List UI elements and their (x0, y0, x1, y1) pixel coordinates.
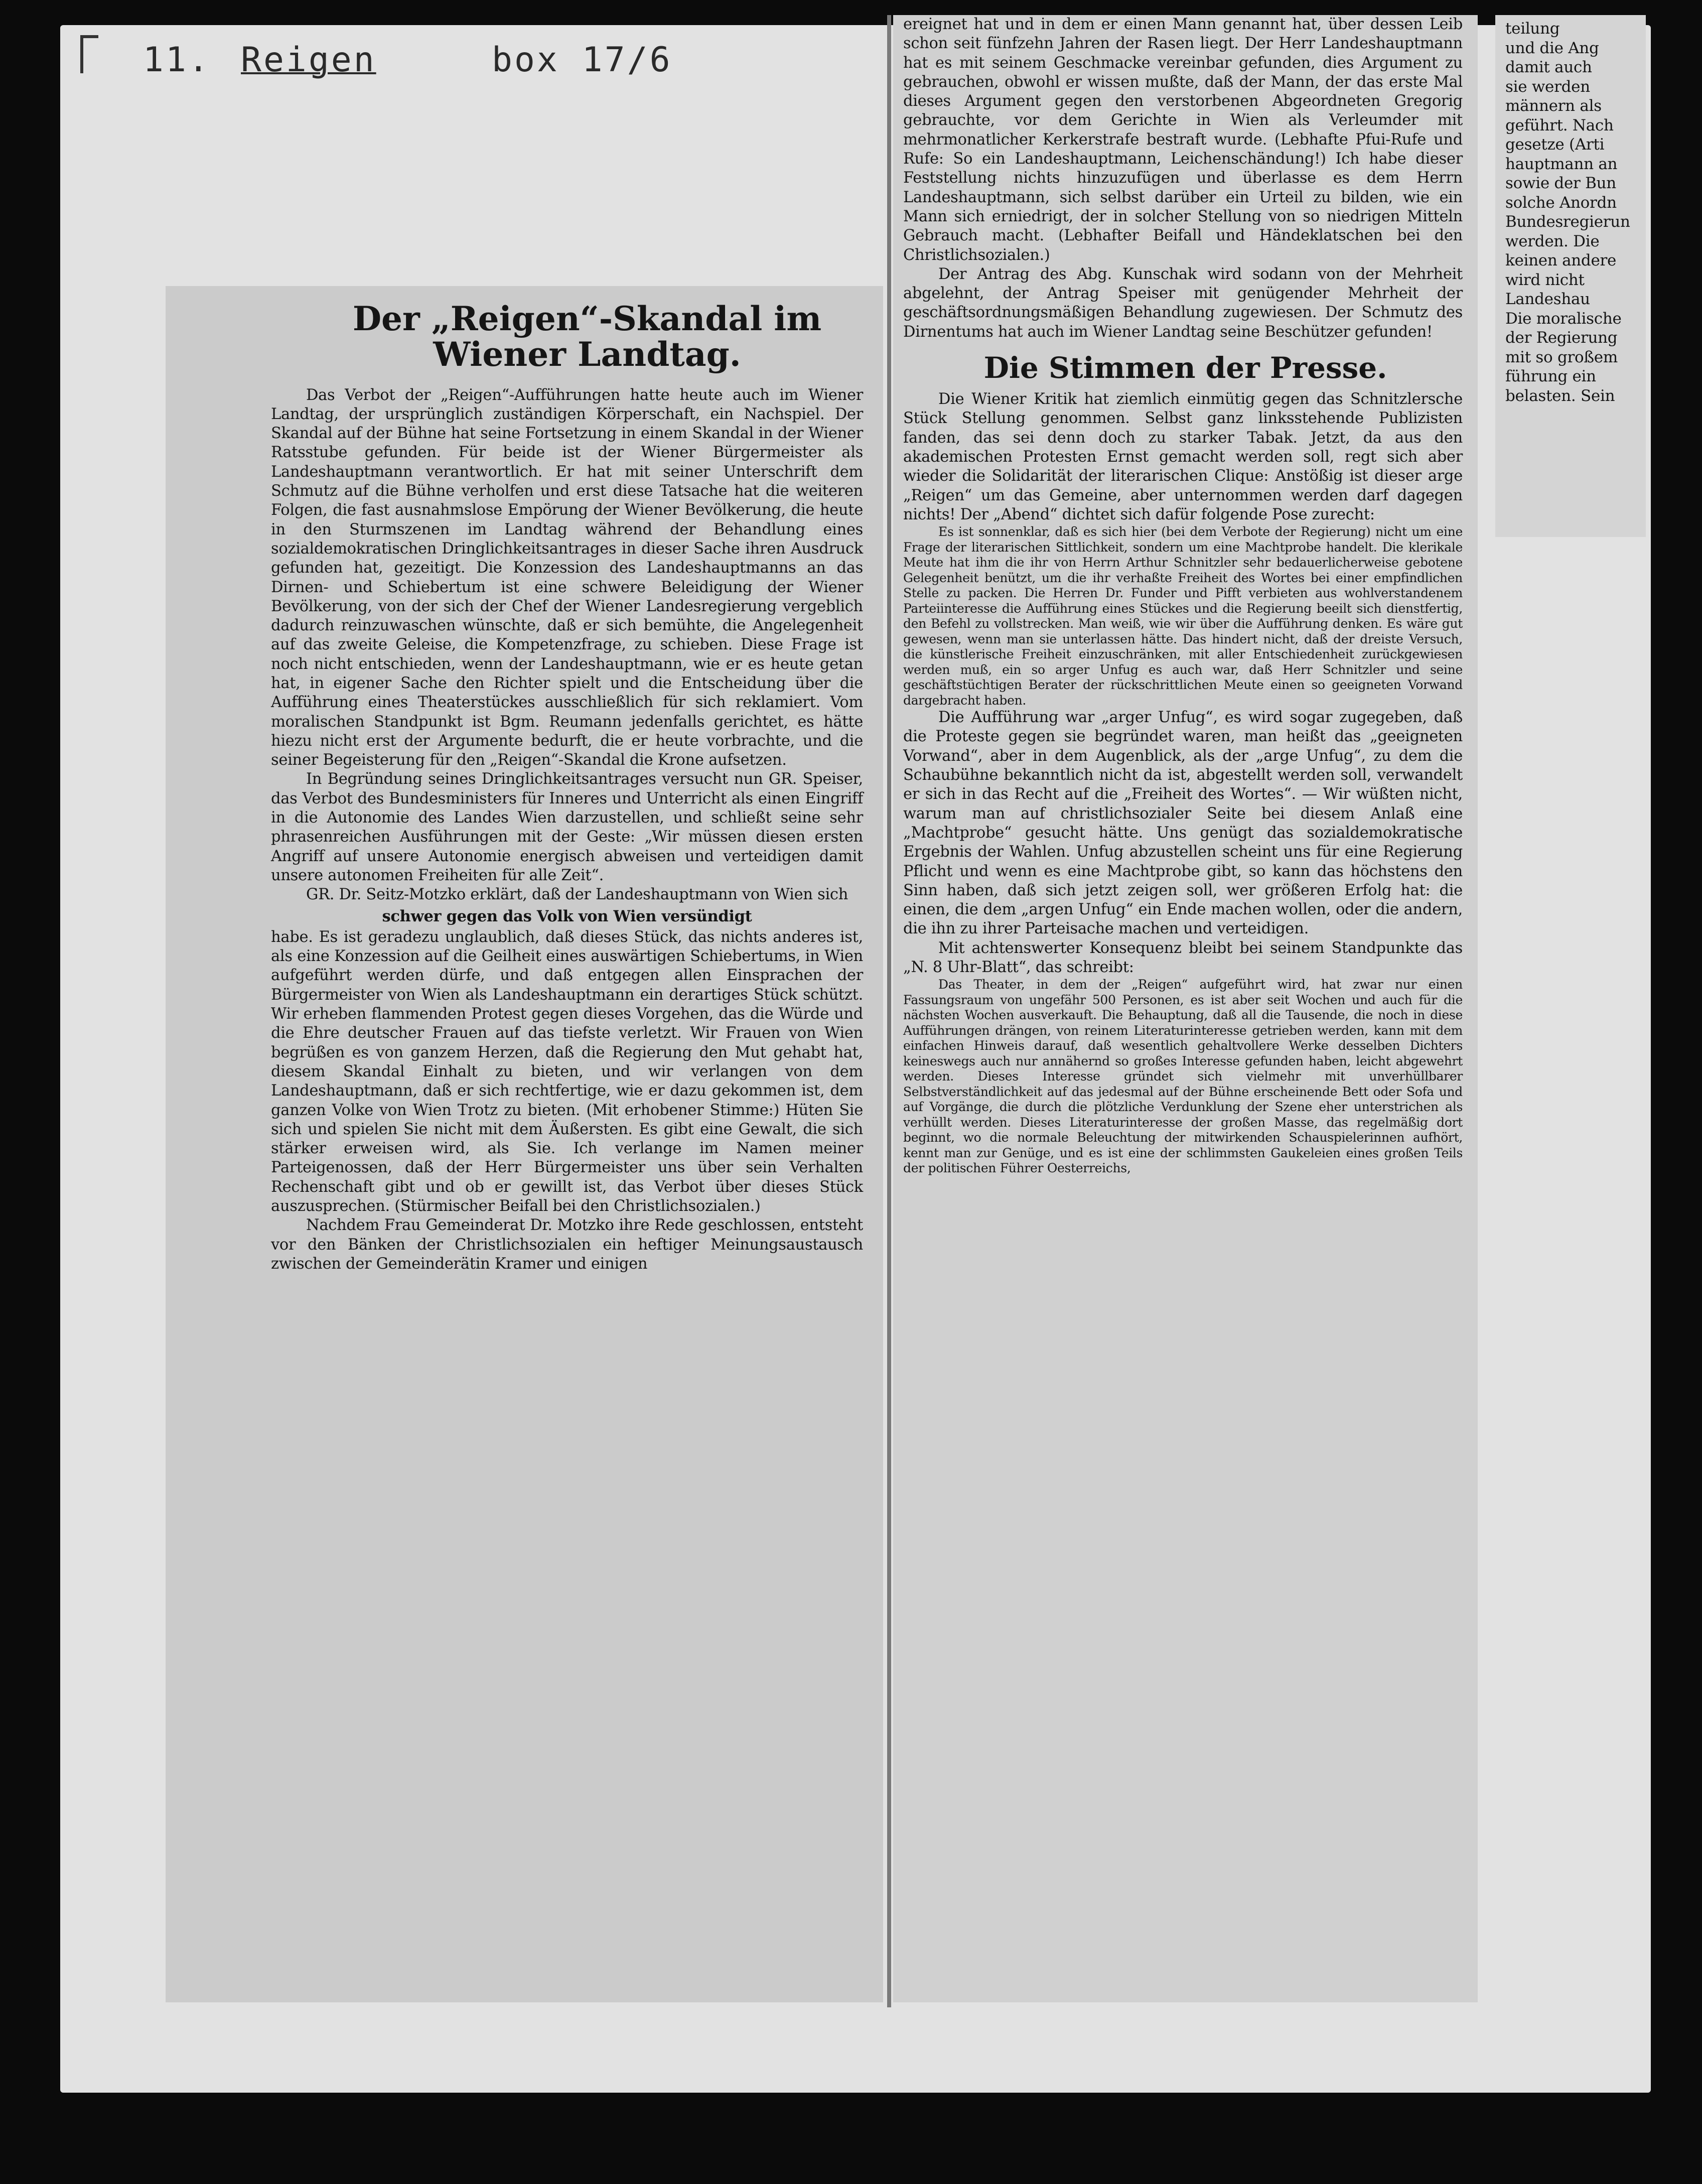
press-paragraph: Die Aufführung war „arger Unfug“, es wird sogar zugegeben, daß die Proteste gegen sie begründet waren, man heißt das „geeigneten Vorwand“, aber in dem Augenblick, als der „arge Unfug“, zu dem die Schaubühne bekanntlich nicht da ist, abgestellt werden soll, verwandelt er sich in das Recht auf die „Freiheit des Wortes“. — Wir wüßten nicht, warum man auf christlichsozialer Seite bei diesem Anlaß eine „Machtprobe“ gesucht hätte. Uns genügt das sozialdemokratische Ergebnis der Wahlen. Unfug abzustellen scheint uns für eine Regierung Pflicht und wenn es eine Machtprobe gibt, so kann das höchstens den Sinn haben, daß sich jetzt zeigen soll, wer größeren Erfolg hat: die einen, die dem „argen Unfug“ ein Ende machen wollen, oder die andern, die ihn zu ihrer Parteisache machen und verteidigen. (903, 709, 1463, 938)
article-headline: Der „Reigen“-Skandal im Wiener Landtag. (352, 299, 822, 374)
archive-box: box 17/6 (492, 40, 672, 80)
archive-title: Reigen (241, 40, 376, 80)
corner-mark (80, 35, 98, 73)
article-paragraph: Das Verbot der „Reigen“-Aufführungen hatte heute auch im Wiener Landtag, der ursprünglich zuständigen Körperschaft, ein Nachspiel. Der Skandal auf der Bühne hat seine Fortsetzung in einem Skandal in der Wiener Ratsstube gefunden. Für beide ist der Wiener Bürgermeister als Landeshauptmann verantwortlich. Er hat mit seiner Unterschrift dem Schmutz auf die Bühne verholfen und erst diese Tatsache hat die weiteren Folgen, die fast ausnahmslose Empörung der Wiener Bevölkerung, die heute in den Sturmszenen im Landtag während der Behandlung eines sozialdemokratischen Dringlichkeitsantrages in dieser Sache ihren Ausdruck gefunden hat, gezeitigt. Die Konzession des Landeshauptmanns an das Dirnen- und Schiebertum ist eine schwere Beleidigung der Wiener Bevölkerung, von der sich der Chef der Wiener Landesregierung vergeblich dadurch reinzuwaschen wünschte, daß er sich bemühte, die Angelegenheit auf das zweite Geleise, die Kompetenzfrage, zu schieben. Diese Frage ist noch nicht entschieden, wenn der Landeshauptmann, wie er es heute getan hat, in eigener Sache den Richter spielt und die Entscheidung über die Aufführung eines Theaterstückes ausschließlich für sich reklamiert. Vom moralischen Standpunkt ist Bgm. Reumann jedenfalls gerichtet, es hätte hiezu nicht erst der Argumente bedurft, die er heute vorbrachte, und die seiner Begeisterung für den „Reigen“-Skandal die Krone aufsetzen. (271, 386, 863, 769)
press-quote-abend: Es ist sonnenklar, daß es sich hier (bei dem Verbote der Regierung) nicht um eine Frage der literarischen Sittlichkeit, sondern um eine Machtprobe handelt. Die klerikale Meute hat ihm die ihr von Herrn Arthur Schnitzler sehr bedauerlicherweise gebotene Gelegenheit benützt, um die ihr verhaßte Freiheit des Wortes bei einer empfindlichen Stelle zu packen. Die Herren Dr. Funder und Pifft verbieten aus wohlverstandenem Parteiinteresse die Aufführung eines Stückes und die Regierung beeilt sich dienstfertig, den Befehl zu vollstrecken. Man weiß, wie wir über die Aufführung denken. Es wäre gut gewesen, wenn man sie unterlassen hätte. Das hindert nicht, daß der dreiste Versuch, die künstlerische Freiheit einzuschränken, mit aller Entschiedenheit zurückgewiesen werden muß, ein so arger Unfug es auch war, daß Herr Schnitzler und seine geschäftstüchtigen Berater der rückschrittlichen Meute einen so geeigneten Vorwand dargebracht haben. (903, 524, 1463, 708)
continuation-clipping (893, 15, 1478, 2002)
fragment-clipping (1495, 15, 1646, 537)
article-subhead: schwer gegen das Volk von Wien versündigt (382, 907, 752, 925)
press-paragraph: Die Wiener Kritik hat ziemlich einmütig gegen das Schnitzlersche Stück Stellung genommen. Selbst ganz linksstehende Publizisten fanden, das sei denn doch zu starker Tabak. Jetzt, da aus den akademischen Protesten Ernst gemacht werden soll, regt sich aber wieder die Solidarität der literarischen Clique: Anstößig ist dieser arge „Reigen“ um das Gemeine, aber unternommen werden darf dagegen nichts! Der „Abend“ dichtet sich dafür folgende Pose zurecht: (903, 390, 1463, 523)
continuation-paragraph: Der Antrag des Abg. Kunschak wird sodann von der Mehrheit abgelehnt, der Antrag Speiser mit genügender Mehrheit der geschäftsordnungsmäßigen Behandlung zugewiesen. Der Schmutz des Dirnentums hat auch im Wiener Landtag seine Beschützer gefunden! (903, 265, 1463, 341)
archive-number: 11. (143, 40, 211, 80)
article-paragraph: Nachdem Frau Gemeinderat Dr. Motzko ihre Rede geschlossen, entsteht vor den Bänken der Christlichsozialen ein heftiger Meinungsaustausch zwischen der Gemeinderätin Kramer und einigen (271, 1216, 863, 1273)
article-paragraph: GR. Dr. Seitz-Motzko erklärt, daß der Landeshauptmann von Wien sich (306, 886, 848, 904)
clipping-fold (887, 15, 891, 2007)
fragment-text: teilung und die Ang damit auch sie werden männern als geführt. Nach gesetze (Arti hauptmann an sowie der Bun solche Anordn Bundesregierun werden. Die keinen andere wird nicht Landeshau Die moralische der Regierung mit so großem führung ein belasten. Sein (1505, 20, 1630, 405)
continuation-paragraph: ereignet hat und in dem er einen Mann genannt hat, über dessen Leib schon seit fünfzehn Jahren der Rasen liegt. Der Herr Landeshauptmann hat es mit seinem Geschmacke vereinbar gefunden, dies Argument zu gebrauchen, obwohl er wissen mußte, daß der Mann, der das erste Mal dieses Argument gegen den verstorbenen Abgeordneten Gregorig gebrauchte, vor dem Gerichte in Wien als Verleumder mit mehrmonatlicher Kerkerstrafe bestraft wurde. (Lebhafte Pfui-Rufe und Rufe: So ein Landeshauptmann, Leichenschändung!) Ich habe dieser Feststellung nichts hinzuzufügen und überlasse es dem Herrn Landeshauptmann, sich selbst darüber ein Urteil zu bilden, wie ein Mann sich erniedrigt, der in solcher Stellung von so niedrigen Mitteln Gebrauch macht. (Lebhafter Beifall und Händeklatschen bei den Christlichsozialen.) (903, 16, 1463, 264)
article-paragraph: In Begründung seines Dringlichkeitsantrages versucht nun GR. Speiser, das Verbot des Bundesministers für Inneres und Unterricht als einen Eingriff in die Autonomie des Landes Wien darzustellen, und schließt seine sehr phrasenreichen Ausführungen mit der Geste: „Wir müssen diesen ersten Angriff auf unsere Autonomie energisch abweisen und verteidigen damit unsere autonomen Freiheiten für alle Zeit“. (271, 770, 863, 884)
press-quote-8uhr: Das Theater, in dem der „Reigen“ aufgeführt wird, hat zwar nur einen Fassungsraum von ungefähr 500 Personen, es ist aber seit Wochen und auch für die nächsten Wochen ausverkauft. Die Behauptung, daß all die Tausende, die noch in diese Aufführungen drängen, von reinem Literaturinteresse getrieben werden, kann mit dem einfachen Hinweis darauf, daß wesentlich gehaltvollere Werke desselben Dichters keineswegs auch nur annähernd so großes Interesse gefunden haben, leicht abgewehrt werden. Dieses Interesse gründet sich vielmehr mit unverhüllbarer Selbstverständlichkeit auf das jedesmal auf der Bühne erscheinende Bett oder Sofa und auf Vorgänge, die durch die plötzliche Verdunklung der Szene eher unterstrichen als verhüllt werden. Dieses Literaturinteresse der großen Masse, das regelmäßig dort beginnt, wo die normale Beleuchtung der mitwirkenden Schauspielerinnen aufhört, kennt man zur Genüge, und es ist eine der schlimmsten Gaukeleien eines großen Teils der politischen Führer Oesterreichs, (903, 977, 1463, 1176)
article-clipping (166, 286, 883, 2002)
article-paragraph: habe. Es ist geradezu unglaublich, daß dieses Stück, das nichts anderes ist, als eine Konzession auf die Geilheit eines auswärtigen Schiebertums, in Wien aufgeführt werden dürfe, und daß entgegen allen Einsprachen der Bürgermeister von Wien als Landeshauptmann ein derartiges Stück schützt. Wir erheben flammenden Protest gegen dieses Vorgehen, das die Würde und die Ehre deutscher Frauen auf das tiefste verletzt. Wir Frauen von Wien begrüßen es von ganzem Herzen, daß die Regierung den Mut gehabt hat, diesem Skandal Einhalt zu bieten, und wir verlangen von dem Landeshauptmann, daß er sich rechtfertige, wie er dazu gekommen ist, dem ganzen Volke von Wien Trotz zu bieten. (Mit erhobener Stimme:) Hüten Sie sich und spielen Sie nicht mit dem Äußersten. Es gibt eine Gewalt, die sich stärker erweisen wird, als Sie. Ich verlange im Namen meiner Parteigenossen, daß der Herr Bürgermeister uns über sein Verhalten Rechenschaft gibt und ob er gewillt ist, das Verbot über dieses Stück auszusprechen. (Stürmischer Beifall bei den Christlichsozialen.) (271, 928, 863, 1215)
press-headline: Die Stimmen der Presse. (983, 351, 1387, 385)
press-paragraph: Mit achtenswerter Konsequenz bleibt bei seinem Standpunkte das „N. 8 Uhr-Blatt“, das schreibt: (903, 939, 1463, 976)
